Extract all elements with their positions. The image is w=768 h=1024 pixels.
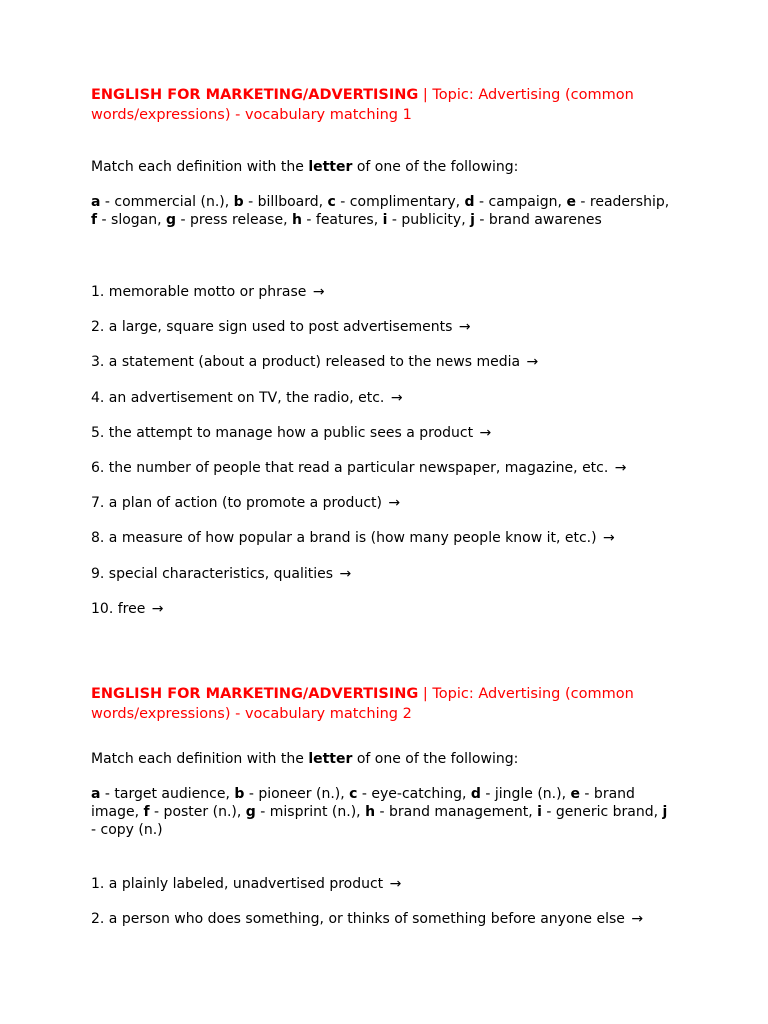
option-text: - complimentary, [335,194,465,210]
option-text: - pioneer (n.), [244,786,350,802]
option-letter: a [91,194,101,210]
option-letter: i [537,804,542,820]
section-2-options [91,785,671,839]
option-text: - features, [301,212,383,228]
instruction-text-pre: Match each definition with the [91,159,309,175]
option-letter: j [470,212,475,228]
definition-text: 6. the number of people that read a particular newspaper, magazine, etc. [91,459,609,476]
option-text: - billboard, [243,194,328,210]
option-text: - jingle (n.), [480,786,571,802]
instruction-text-post: of one of the following: [352,159,519,175]
section-2-title-bold: ENGLISH FOR MARKETING/ADVERTISING [91,686,419,702]
option-letter: h [365,804,376,820]
option-letter: a [91,786,101,802]
section-1-title-bold: ENGLISH FOR MARKETING/ADVERTISING [91,87,419,103]
option-text: - commercial (n.), [100,194,234,210]
right-arrow-icon: → [614,459,627,476]
right-arrow-icon: → [479,424,492,441]
definition-item [91,494,691,529]
option-letter: g [245,804,256,820]
section-1-title-topic: | Topic: Advertising (common words/expressions) - vocabulary matching 1 [91,87,634,123]
section-2-items [91,875,691,945]
option-text: - poster (n.), [149,804,246,820]
definition-item [91,353,691,388]
option-letter: h [291,212,302,228]
instruction-text-bold: letter [308,751,353,767]
definition-item [91,910,691,945]
option-text: - eye-catching, [357,786,471,802]
definition-text: 5. the attempt to manage how a public sees a product [91,424,474,441]
definition-item [91,529,691,564]
right-arrow-icon: → [389,876,402,892]
option-letter: d [464,194,475,210]
definition-item [91,318,691,353]
option-letter: f [91,212,98,228]
option-text: - readership, [575,194,670,210]
definition-item [91,565,691,600]
definition-text: 7. a plan of action (to promote a product) [91,495,382,512]
option-text: - generic brand, [541,804,663,820]
definition-text: 2. a person who does something, or thinks of something before anyone else [91,911,625,927]
option-text: - publicity, [387,212,471,228]
option-text: - press release, [176,212,292,228]
option-letter: b [234,786,245,802]
section-2-title [91,684,651,724]
instruction-text-post: of one of the following: [352,751,519,767]
option-text: - brand image, [91,786,635,820]
definition-item [91,459,691,494]
definition-text: 4. an advertisement on TV, the radio, etc. [91,389,385,406]
option-text: - brand management, [375,804,538,820]
option-text: - copy (n.) [91,822,163,838]
option-letter: j [662,804,668,820]
option-letter: d [470,786,481,802]
option-text: - target audience, [100,786,235,802]
definition-text: 10. free [91,600,146,617]
definition-text: 8. a measure of how popular a brand is (how many people know it, etc.) [91,530,597,547]
instruction-text-pre: Match each definition with the [91,751,309,767]
option-letter: b [233,194,244,210]
definition-item [91,875,691,910]
right-arrow-icon: → [312,284,325,300]
option-letter: g [166,212,177,228]
definition-text: 2. a large, square sign used to post advertisements [91,319,453,336]
instruction-text-bold: letter [308,159,353,175]
option-letter: e [570,786,580,802]
option-text: - slogan, [97,212,167,228]
right-arrow-icon: → [151,600,164,617]
definition-item [91,424,691,459]
option-letter: e [566,194,576,210]
section-2-title-topic: | Topic: Advertising (common words/expressions) - vocabulary matching 2 [91,686,634,722]
definition-item [91,283,691,318]
option-letter: f [143,804,150,820]
right-arrow-icon: → [388,495,401,512]
definition-text: 1. memorable motto or phrase [91,284,307,300]
option-text: - brand awarenes [474,212,602,228]
section-2-instruction [91,750,518,768]
right-arrow-icon: → [631,911,644,927]
option-letter: c [349,786,358,802]
section-1-items [91,283,691,635]
option-text: - misprint (n.), [255,804,366,820]
section-1-instruction [91,158,518,176]
option-text: - campaign, [474,194,567,210]
definition-item [91,389,691,424]
right-arrow-icon: → [390,389,403,406]
right-arrow-icon: → [526,354,539,371]
option-letter: c [327,194,336,210]
section-1-options [91,193,671,229]
definition-text: 9. special characteristics, qualities [91,565,334,582]
right-arrow-icon: → [603,530,615,547]
right-arrow-icon: → [458,319,471,336]
definition-text: 3. a statement (about a product) released to the news media [91,354,521,371]
definition-item [91,600,691,635]
section-1-title [91,85,651,125]
right-arrow-icon: → [339,565,352,582]
option-letter: i [382,212,388,228]
definition-text: 1. a plainly labeled, unadvertised product [91,876,384,892]
